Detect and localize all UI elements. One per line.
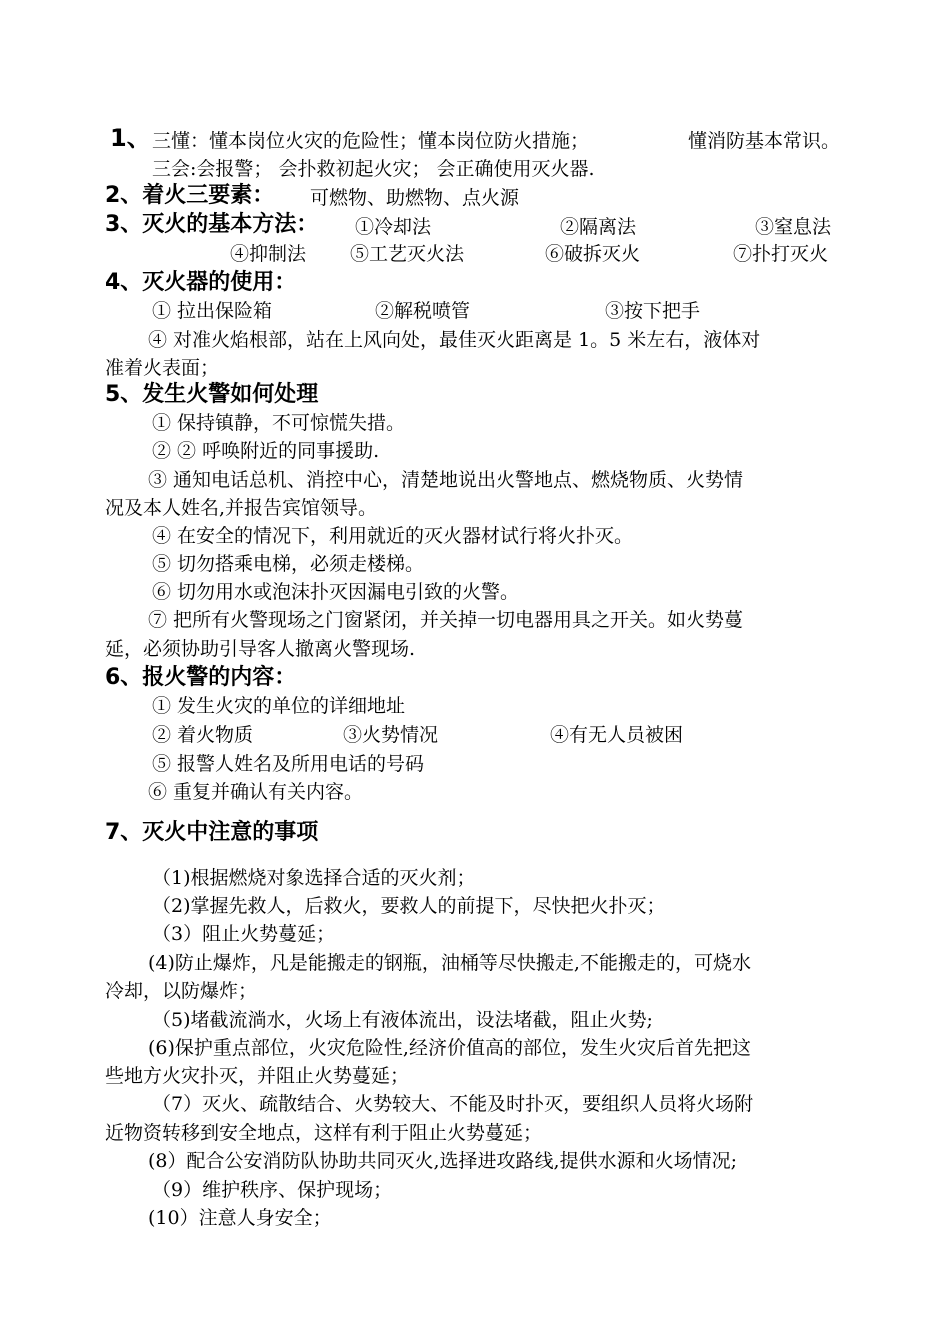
precaution-1: （1)根据燃烧对象选择合适的灭火剂； (152, 867, 476, 889)
precaution-4-line-2: 冷却，以防爆炸； (105, 980, 258, 1002)
alarm-item-3-line-2: 况及本人姓名,并报告宾馆领导。 (105, 497, 378, 519)
section-1-line-1b: 懂消防基本常识。 (688, 130, 841, 152)
section-1-line-2: 三会:会报警； 会扑救初起火灾； 会正确使用灭火器. (152, 158, 595, 180)
extinguisher-step-4-line-1: ④ 对准火焰根部，站在上风向处，最佳灭火距离是 1。5 米左右，液体对 (148, 329, 761, 351)
extinguisher-step-3: ③按下把手 (605, 300, 701, 322)
method-7: ⑦扑打灭火 (733, 243, 829, 265)
section-6-heading: 6、报火警的内容： (105, 665, 297, 690)
report-item-4: ④有无人员被困 (550, 724, 684, 746)
precaution-10: (10）注意人身安全； (148, 1207, 332, 1229)
precaution-3: （3）阻止火势蔓延； (152, 923, 336, 945)
precaution-4-line-1: (4)防止爆炸，凡是能搬走的钢瓶，油桶等尽快搬走,不能搬走的，可烧水 (148, 952, 751, 974)
precaution-7-line-1: （7）灭火、疏散结合、火势较大、不能及时扑灭，要组织人员将火场附 (152, 1093, 754, 1115)
alarm-item-7-line-2: 延，必须协助引导客人撤离火警现场. (105, 638, 416, 660)
precaution-7-line-2: 近物资转移到安全地点，这样有利于阻止火势蔓延； (105, 1122, 543, 1144)
report-item-1: ① 发生火灾的单位的详细地址 (152, 695, 406, 717)
alarm-item-4: ④ 在安全的情况下，利用就近的灭火器材试行将火扑灭。 (152, 525, 634, 547)
precaution-5: （5)堵截流淌水，火场上有液体流出，设法堵截，阻止火势; (152, 1009, 653, 1031)
alarm-item-6: ⑥ 切勿用水或泡沫扑灭因漏电引致的火警。 (152, 581, 520, 603)
section-3-heading: 3、灭火的基本方法： (105, 212, 319, 237)
alarm-item-2: ② ② 呼唤附近的同事援助. (152, 440, 380, 462)
method-1: ①冷却法 (355, 216, 432, 238)
precaution-8: (8）配合公安消防队协助共同灭火,选择进攻路线,提供水源和火场情况; (148, 1150, 737, 1172)
alarm-item-1: ① 保持镇静，不可惊慌失措。 (152, 412, 406, 434)
section-7-heading: 7、灭火中注意的事项 (105, 820, 319, 845)
method-4: ④抑制法 (230, 243, 307, 265)
section-2-text: 可燃物、助燃物、点火源 (310, 187, 520, 209)
report-item-3: ③火势情况 (343, 724, 439, 746)
precaution-6-line-2: 些地方火灾扑灭，并阻止火势蔓延； (105, 1065, 410, 1087)
alarm-item-5: ⑤ 切勿搭乘电梯，必须走楼梯。 (152, 553, 425, 575)
report-item-5: ⑤ 报警人姓名及所用电话的号码 (152, 753, 425, 775)
section-5-heading: 5、发生火警如何处理 (105, 382, 319, 407)
precaution-9: （9）维护秩序、保护现场； (152, 1179, 393, 1201)
method-3: ③窒息法 (755, 216, 832, 238)
precaution-6-line-1: (6)保护重点部位，火灾危险性,经济价值高的部位，发生火灾后首先把这 (148, 1037, 751, 1059)
alarm-item-7-line-1: ⑦ 把所有火警现场之门窗紧闭，并关掉一切电器用具之开关。如火势蔓 (148, 609, 744, 631)
extinguisher-step-2: ②解税喷管 (375, 300, 471, 322)
precaution-2: （2)掌握先救人，后救火，要救人的前提下，尽快把火扑灭； (152, 895, 666, 917)
method-6: ⑥破拆灭火 (545, 243, 641, 265)
report-item-6: ⑥ 重复并确认有关内容。 (148, 781, 364, 803)
method-5: ⑤工艺灭火法 (350, 243, 465, 265)
report-item-2: ② 着火物质 (152, 724, 254, 746)
section-4-heading: 4、灭火器的使用： (105, 270, 297, 295)
extinguisher-step-1: ① 拉出保险箱 (152, 300, 273, 322)
extinguisher-step-4-line-2: 准着火表面； (105, 357, 220, 379)
section-1-number: 1、 (110, 124, 151, 152)
method-2: ②隔离法 (560, 216, 637, 238)
alarm-item-3-line-1: ③ 通知电话总机、消控中心，清楚地说出火警地点、燃烧物质、火势情 (148, 469, 744, 491)
section-2-heading: 2、着火三要素： (105, 183, 275, 208)
section-1-line-1: 三懂：懂本岗位火灾的危险性；懂本岗位防火措施； (152, 130, 590, 152)
